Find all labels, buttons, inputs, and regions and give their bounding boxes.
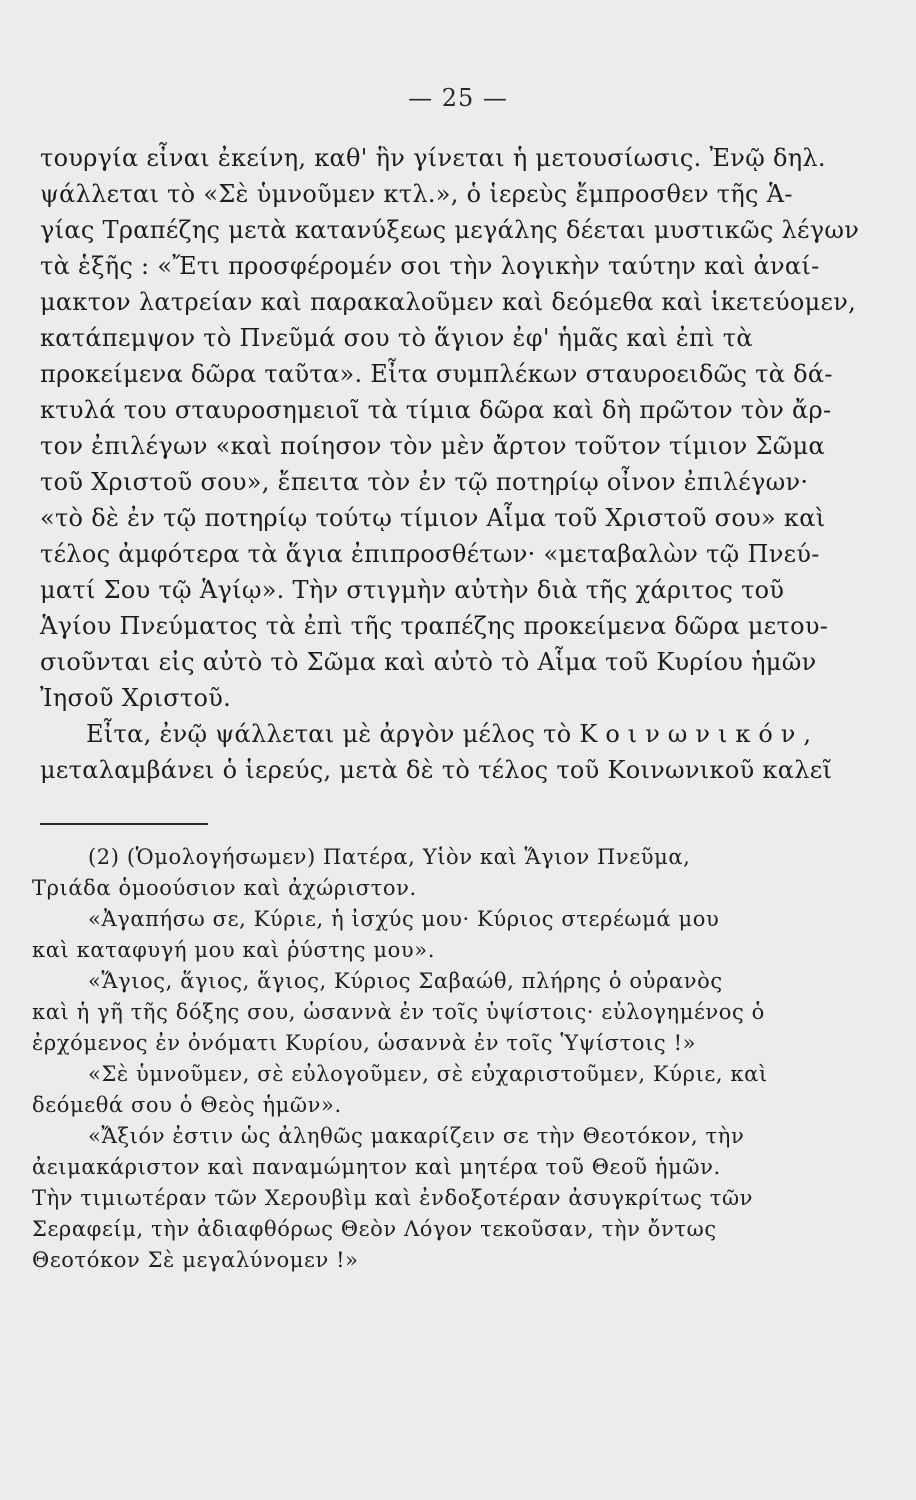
text-line: προκείμενα δῶρα ταῦτα». Εἶτα συμπλέκων σταυροειδῶς τὰ δά-: [40, 360, 833, 388]
paragraph-start: Εἶτα, ἐνῷ ψάλλεται μὲ ἀργὸν μέλος τὸ: [86, 720, 580, 748]
spaced-word: Κοινωνικόν,: [579, 720, 820, 748]
footnote-line: Τὴν τιμιωτέραν τῶν Χερουβὶμ καὶ ἐνδοξοτέραν ἀσυγκρίτως τῶν: [32, 1186, 754, 1210]
text-line: Ἰησοῦ Χριστοῦ.: [40, 684, 232, 712]
footnote-line: ἀειμακάριστον καὶ παναμώμητον καὶ μητέρα τοῦ Θεοῦ ἡμῶν.: [32, 1155, 721, 1179]
text-line: σιοῦνται εἰς αὐτὸ τὸ Σῶμα καὶ αὐτὸ τὸ Αἷμα τοῦ Κυρίου ἡμῶν: [40, 648, 817, 676]
footnote-line: Σεραφείμ, τὴν ἀδιαφθόρως Θεὸν Λόγον τεκοῦσαν, τὴν ὄντως: [32, 1217, 717, 1241]
text-line: τέλος ἀμφότερα τὰ ἅγια ἐπιπροσθέτων· «μεταβαλὼν τῷ Πνεύ-: [40, 540, 820, 568]
footnote-line: καὶ ἡ γῆ τῆς δόξης σου, ὡσαννὰ ἐν τοῖς ὑψίστοις· εὐλογημένος ὁ: [32, 1000, 765, 1024]
footnote-line: δεόμεθά σου ὁ Θεὸς ἡμῶν».: [32, 1093, 342, 1117]
text-line: ματί Σου τῷ Ἁγίῳ». Τὴν στιγμὴν αὐτὴν διὰ τῆς χάριτος τοῦ: [40, 576, 785, 604]
text-line: μακτον λατρείαν καὶ παρακαλοῦμεν καὶ δεόμεθα καὶ ἱκετεύομεν,: [40, 288, 857, 316]
text-line: Ἁγίου Πνεύματος τὰ ἐπὶ τῆς τραπέζης προκείμενα δῶρα μετου-: [40, 612, 829, 640]
paragraph-line: [40, 716, 820, 752]
footnote-line: (2) (Ὁμολογήσωμεν) Πατέρα, Υἱὸν καὶ Ἅγιον Πνεῦμα,: [88, 845, 691, 869]
text-line: τουργία εἶναι ἐκείνη, καθ' ἣν γίνεται ἡ μετουσίωσις. Ἐνῷ δηλ.: [40, 144, 826, 172]
footnote-line: «Ἅγιος, ἅγιος, ἅγιος, Κύριος Σαβαώθ, πλήρης ὁ οὐρανὸς: [88, 969, 723, 993]
text-line: τον ἐπιλέγων «καὶ ποίησον τὸν μὲν ἄρτον τοῦτον τίμιον Σῶμα: [40, 432, 826, 460]
footnote-line: Θεοτόκον Σὲ μεγαλύνομεν !»: [32, 1248, 359, 1272]
text-line: τὰ ἑξῆς : «Ἔτι προσφέρομέν σοι τὴν λογικὴν ταύτην καὶ ἀναί-: [40, 252, 820, 280]
page-number: — 25 —: [408, 84, 508, 112]
main-text: [40, 140, 860, 788]
text-line: ψάλλεται τὸ «Σὲ ὑμνοῦμεν κτλ.», ὁ ἱερεὺς ἔμπροσθεν τῆς Ἁ-: [40, 180, 793, 208]
text-line: κτυλά του σταυροσημειοῖ τὰ τίμια δῶρα καὶ δὴ πρῶτον τὸν ἄρ-: [40, 396, 832, 424]
footnote: [32, 842, 812, 1276]
footnote-line: Τριάδα ὁμοούσιον καὶ ἀχώριστον.: [32, 876, 417, 900]
text-line: κατάπεμψον τὸ Πνεῦμά σου τὸ ἅγιον ἐφ' ἡμᾶς καὶ ἐπὶ τὰ: [40, 324, 753, 352]
text-line: τοῦ Χριστοῦ σου», ἔπειτα τὸν ἐν τῷ ποτηρίῳ οἶνον ἐπιλέγων·: [40, 468, 809, 496]
footnote-divider: [40, 823, 208, 825]
footnote-line: «Σὲ ὑμνοῦμεν, σὲ εὐλογοῦμεν, σὲ εὐχαριστοῦμεν, Κύριε, καὶ: [88, 1062, 768, 1086]
footnote-line: ἐρχόμενος ἐν ὀνόματι Κυρίου, ὡσαννὰ ἐν τοῖς Ὑψίστοις !»: [32, 1031, 697, 1055]
text-line: μεταλαμβάνει ὁ ἱερεύς, μετὰ δὲ τὸ τέλος τοῦ Κοινωνικοῦ καλεῖ: [40, 756, 833, 784]
footnote-line: «Ἄξιόν ἐστιν ὡς ἀληθῶς μακαρίζειν σε τὴν Θεοτόκον, τὴν: [88, 1124, 745, 1148]
text-line: «τὸ δὲ ἐν τῷ ποτηρίῳ τούτῳ τίμιον Αἷμα τοῦ Χριστοῦ σου» καὶ: [40, 504, 826, 532]
footnote-line: «Ἀγαπήσω σε, Κύριε, ἡ ἰσχύς μου· Κύριος στερέωμά μου: [88, 907, 720, 931]
footnote-line: καὶ καταφυγή μου καὶ ῥύστης μου».: [32, 938, 436, 962]
text-line: γίας Τραπέζης μετὰ κατανύξεως μεγάλης δέεται μυστικῶς λέγων: [40, 216, 860, 244]
